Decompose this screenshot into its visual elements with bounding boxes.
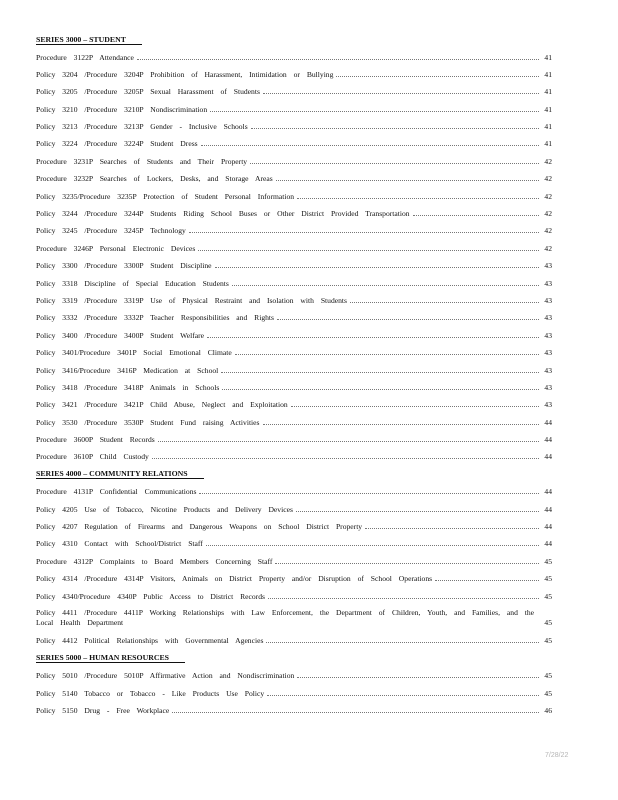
page-number: 45 xyxy=(544,671,552,681)
entry-title: Policy 3245 /Procedure 3245P Technology xyxy=(36,226,186,236)
dot-leader xyxy=(210,104,539,112)
toc-entry xyxy=(36,330,552,340)
entry-title: Policy 3401/Procedure 3401P Social Emotional Climate xyxy=(36,348,232,358)
toc-entry xyxy=(36,86,552,96)
entry-title: Policy 3318 Discipline of Special Education Students xyxy=(36,278,229,288)
toc-entry xyxy=(36,104,552,114)
page-number: 44 xyxy=(544,435,552,445)
dot-leader xyxy=(266,635,539,643)
toc-entry xyxy=(36,434,552,444)
entry-title: Policy 4411 /Procedure 4411P Working Relationships with Law Enforcement, the Department of Children, Youth, and Families, and the Local Health Department xyxy=(36,608,535,627)
entry-title: Policy 3319 /Procedure 3319P Use of Physical Restraint and Isolation with Students xyxy=(36,295,347,305)
toc-entry xyxy=(36,538,552,548)
entry-title: Procedure 3246P Personal Electronic Devices xyxy=(36,243,196,253)
toc-entry xyxy=(36,138,552,148)
dot-leader xyxy=(413,208,539,216)
dot-leader xyxy=(199,486,539,494)
page-number: 43 xyxy=(544,278,552,288)
dot-leader xyxy=(263,417,540,425)
section-heading xyxy=(36,35,552,45)
dot-leader xyxy=(198,243,539,251)
entry-title: Policy 4207 Regulation of Firearms and Dangerous Weapons on School District Property xyxy=(36,522,363,532)
toc-entry xyxy=(36,521,552,531)
toc-entry xyxy=(36,399,552,409)
entry-title: Policy 4340/Procedure 4340P Public Access to District Records xyxy=(36,591,265,601)
section-title: SERIES 4000 – COMMUNITY RELATIONS xyxy=(36,469,204,479)
page-number: 44 xyxy=(544,504,552,514)
page-number: 45 xyxy=(544,636,552,646)
entry-title: Policy 3421 /Procedure 3421P Child Abuse, Neglect and Exploitation xyxy=(36,400,288,410)
toc-entry xyxy=(36,382,552,392)
page-number: 43 xyxy=(544,261,552,271)
page-number: 43 xyxy=(544,400,552,410)
toc-entry xyxy=(36,69,552,79)
page-number: 42 xyxy=(544,174,552,184)
entry-title: Policy 4412 Political Relationships with Governmental Agencies xyxy=(36,636,264,646)
dot-leader xyxy=(297,670,539,678)
toc-entry xyxy=(36,243,552,253)
page-number: 45 xyxy=(544,618,552,627)
dot-leader xyxy=(206,538,539,546)
page-number: 45 xyxy=(544,688,552,698)
page-number: 43 xyxy=(544,330,552,340)
entry-title: Policy 3530 /Procedure 3530P Student Fund raising Activities xyxy=(36,417,260,427)
dot-leader xyxy=(291,399,539,407)
toc-entry xyxy=(36,278,552,288)
dot-leader xyxy=(365,521,539,529)
dot-leader xyxy=(267,688,539,696)
toc-entry xyxy=(36,225,552,235)
entry-title: Policy 3213 /Procedure 3213P Gender - Inclusive Schools xyxy=(36,122,248,132)
entry-title: Procedure 4131P Confidential Communications xyxy=(36,487,197,497)
dot-leader xyxy=(251,121,539,129)
footer-date: 7/28/22 xyxy=(545,752,569,759)
dot-leader xyxy=(275,556,539,564)
page-number: 43 xyxy=(544,382,552,392)
dot-leader xyxy=(152,451,539,459)
entry-title: Policy 5010 /Procedure 5010P Affirmative Action and Nondiscrimination xyxy=(36,671,295,681)
toc-entry xyxy=(36,295,552,305)
table-of-contents xyxy=(36,35,552,722)
toc-entry xyxy=(36,608,552,628)
page-number: 41 xyxy=(544,104,552,114)
entry-title: Policy 4205 Use of Tobacco, Nicotine Products and Delivery Devices xyxy=(36,504,293,514)
section-title: SERIES 5000 – HUMAN RESOURCES xyxy=(36,653,185,663)
entry-title: Procedure 3600P Student Records xyxy=(36,435,155,445)
page-number: 43 xyxy=(544,295,552,305)
dot-leader xyxy=(137,52,539,60)
toc-entry xyxy=(36,573,552,583)
dot-leader xyxy=(201,138,539,146)
entry-title: Procedure 3232P Searches of Lockers, Desks, and Storage Areas xyxy=(36,174,273,184)
entry-title: Policy 3204 /Procedure 3204P Prohibition of Harassment, Intimidation or Bullying xyxy=(36,69,334,79)
dot-leader xyxy=(296,504,539,512)
dot-leader xyxy=(276,173,539,181)
toc-entry xyxy=(36,208,552,218)
page-number: 44 xyxy=(544,417,552,427)
dot-leader xyxy=(189,225,539,233)
dot-leader xyxy=(207,330,539,338)
toc-entry xyxy=(36,451,552,461)
toc-entry xyxy=(36,173,552,183)
toc-entry xyxy=(36,556,552,566)
toc-entry xyxy=(36,417,552,427)
page-number: 42 xyxy=(544,156,552,166)
toc-entry xyxy=(36,156,552,166)
entry-title: Procedure 4312P Complaints to Board Members Concerning Staff xyxy=(36,556,273,566)
entry-title: Policy 4310 Contact with School/District Staff xyxy=(36,539,203,549)
entry-title: Procedure 3122P Attendance xyxy=(36,52,134,62)
page-number: 41 xyxy=(544,139,552,149)
page-number: 43 xyxy=(544,348,552,358)
page-number: 44 xyxy=(544,452,552,462)
page-number: 42 xyxy=(544,243,552,253)
entry-title: Policy 3332 /Procedure 3332P Teacher Responsibilities and Rights xyxy=(36,313,274,323)
dot-leader xyxy=(277,312,539,320)
section-heading xyxy=(36,469,552,479)
page-number: 44 xyxy=(544,487,552,497)
page-number: 45 xyxy=(544,591,552,601)
toc-entry xyxy=(36,705,552,715)
entry-title: Policy 3235/Procedure 3235P Protection of Student Personal Information xyxy=(36,191,295,201)
toc-entry xyxy=(36,635,552,645)
page-number: 45 xyxy=(544,556,552,566)
dot-leader xyxy=(336,69,539,77)
toc-entry xyxy=(36,312,552,322)
entry-title: Policy 3300 /Procedure 3300P Student Discipline xyxy=(36,261,212,271)
page-number: 46 xyxy=(544,705,552,715)
dot-leader xyxy=(435,573,539,581)
section-heading xyxy=(36,653,552,663)
page-number: 44 xyxy=(544,539,552,549)
entry-title: Policy 3205 /Procedure 3205P Sexual Harassment of Students xyxy=(36,87,260,97)
page-number: 44 xyxy=(544,522,552,532)
toc-entry xyxy=(36,365,552,375)
dot-leader xyxy=(232,278,539,286)
entry-title: Policy 5150 Drug - Free Workplace xyxy=(36,705,170,715)
page-number: 42 xyxy=(544,209,552,219)
page-number: 45 xyxy=(544,574,552,584)
dot-leader xyxy=(221,365,539,373)
entry-title: Policy 3400 /Procedure 3400P Student Welfare xyxy=(36,330,205,340)
dot-leader xyxy=(250,156,539,164)
toc-entry xyxy=(36,670,552,680)
dot-leader xyxy=(158,434,539,442)
dot-leader xyxy=(172,705,539,713)
page-number: 42 xyxy=(544,226,552,236)
toc-entry xyxy=(36,260,552,270)
entry-title: Policy 3244 /Procedure 3244P Students Riding School Buses or Other District Provided Transportation xyxy=(36,209,410,219)
dot-leader xyxy=(350,295,539,303)
dot-leader xyxy=(268,591,539,599)
page-number: 41 xyxy=(544,69,552,79)
entry-title: Policy 3416/Procedure 3416P Medication at School xyxy=(36,365,219,375)
dot-leader xyxy=(222,382,539,390)
toc-entry xyxy=(36,347,552,357)
page-number: 41 xyxy=(544,52,552,62)
page-number: 41 xyxy=(544,122,552,132)
dot-leader xyxy=(235,347,539,355)
page-number: 43 xyxy=(544,313,552,323)
page-number: 42 xyxy=(544,191,552,201)
page-number: 41 xyxy=(544,87,552,97)
toc-entry xyxy=(36,504,552,514)
dot-leader xyxy=(215,260,539,268)
dot-leader xyxy=(263,86,539,94)
section-title: SERIES 3000 – STUDENT xyxy=(36,35,142,45)
entry-title: Policy 3224 /Procedure 3224P Student Dress xyxy=(36,139,198,149)
toc-entry xyxy=(36,121,552,131)
dot-leader xyxy=(297,191,539,199)
toc-entry xyxy=(36,191,552,201)
entry-title: Policy 5140 Tobacco or Tobacco - Like Products Use Policy xyxy=(36,688,265,698)
entry-title: Policy 3210 /Procedure 3210P Nondiscrimination xyxy=(36,104,208,114)
entry-title: Policy 3418 /Procedure 3418P Animals in Schools xyxy=(36,382,220,392)
entry-title: Procedure 3610P Child Custody xyxy=(36,452,149,462)
page-number: 43 xyxy=(544,365,552,375)
toc-entry xyxy=(36,52,552,62)
toc-entry xyxy=(36,688,552,698)
entry-title: Policy 4314 /Procedure 4314P Visitors, Animals on District Property and/or Disruption of School Operations xyxy=(36,574,433,584)
entry-title: Procedure 3231P Searches of Students and Their Property xyxy=(36,156,248,166)
toc-entry xyxy=(36,591,552,601)
toc-entry xyxy=(36,486,552,496)
